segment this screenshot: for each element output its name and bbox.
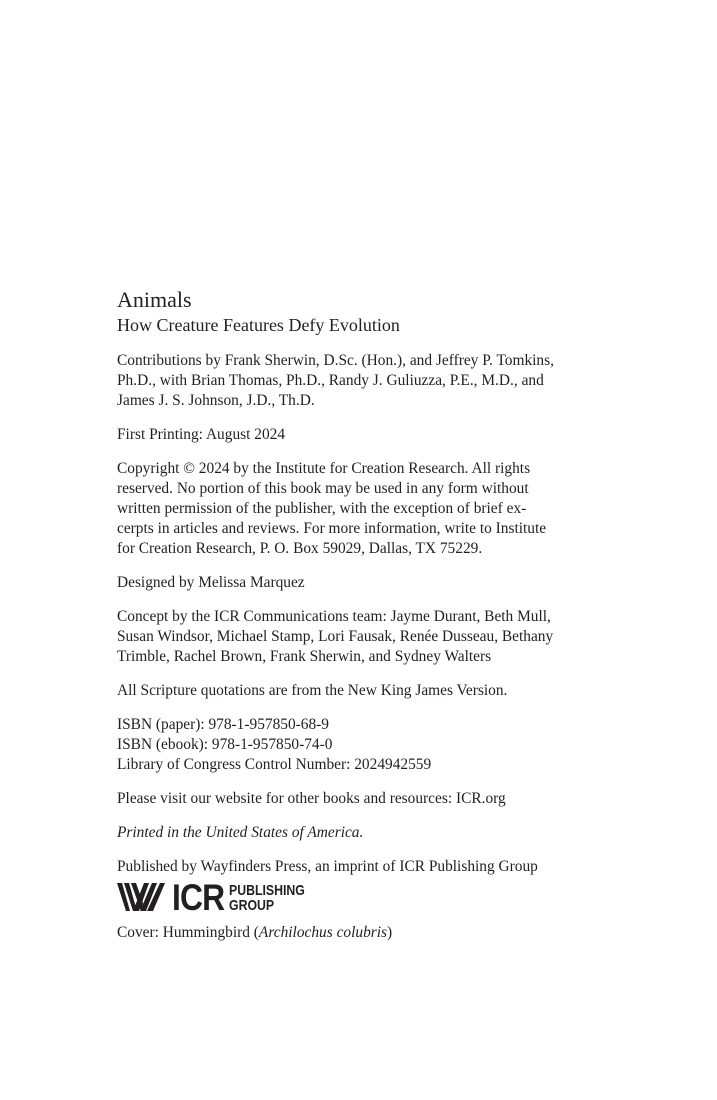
concept-line: Trimble, Rachel Brown, Frank Sherwin, and Sydney Walters [117, 648, 492, 665]
contributions-line: Ph.D., with Brian Thomas, Ph.D., Randy J. Guliuzza, P.E., M.D., and [117, 372, 544, 389]
scripture-note: All Scripture quotations are from the New King James Version. [117, 682, 508, 699]
copyright-page [117, 287, 597, 957]
published-by: Published by Wayfinders Press, an imprint of ICR Publishing Group [117, 858, 538, 875]
designed-by: Designed by Melissa Marquez [117, 574, 305, 591]
cover-suffix: ) [387, 924, 393, 941]
concept-line: Concept by the ICR Communications team: Jayme Durant, Beth Mull, [117, 608, 551, 625]
copyright-line: written permission of the publisher, with the exception of brief ex- [117, 500, 527, 517]
icr-publishing-logo [117, 877, 597, 919]
logo-line-publishing: PUBLISHING [228, 882, 305, 899]
contributions-paragraph [117, 351, 597, 411]
cover-prefix: Cover: Hummingbird ( [117, 924, 259, 941]
isbn-block [117, 715, 597, 775]
copyright-line: Copyright © 2024 by the Institute for Creation Research. All rights [117, 460, 531, 477]
first-printing: First Printing: August 2024 [117, 426, 286, 443]
concept-line: Susan Windsor, Michael Stamp, Lori Fausak, Renée Dusseau, Bethany [117, 628, 554, 645]
copyright-line: for Creation Research, P. O. Box 59029, Dallas, TX 75229. [117, 540, 483, 557]
logo-line-group: GROUP [228, 897, 274, 914]
wayfinder-chevrons-icon [117, 881, 169, 915]
book-subtitle: How Creature Features Defy Evolution [117, 315, 400, 335]
book-title: Animals [117, 287, 192, 312]
logo-publishing-group [229, 883, 305, 913]
logo-icr-text: ICR [172, 877, 225, 918]
contributions-line: James J. S. Johnson, J.D., Th.D. [117, 392, 315, 409]
contributions-line: Contributions by Frank Sherwin, D.Sc. (Hon.), and Jeffrey P. Tomkins, [117, 352, 554, 369]
website-note: Please visit our website for other books and resources: ICR.org [117, 790, 506, 807]
cover-species: Archilochus colubris [258, 924, 388, 941]
lccn: Library of Congress Control Number: 2024942559 [117, 756, 432, 773]
copyright-line: reserved. No portion of this book may be used in any form without [117, 480, 529, 497]
printed-note: Printed in the United States of America. [117, 824, 364, 841]
isbn-ebook: ISBN (ebook): 978-1-957850-74-0 [117, 736, 333, 753]
cover-credit [117, 923, 597, 943]
copyright-paragraph [117, 459, 597, 559]
copyright-line: cerpts in articles and reviews. For more information, write to Institute [117, 520, 547, 537]
isbn-paper: ISBN (paper): 978-1-957850-68-9 [117, 716, 330, 733]
concept-paragraph [117, 607, 597, 667]
